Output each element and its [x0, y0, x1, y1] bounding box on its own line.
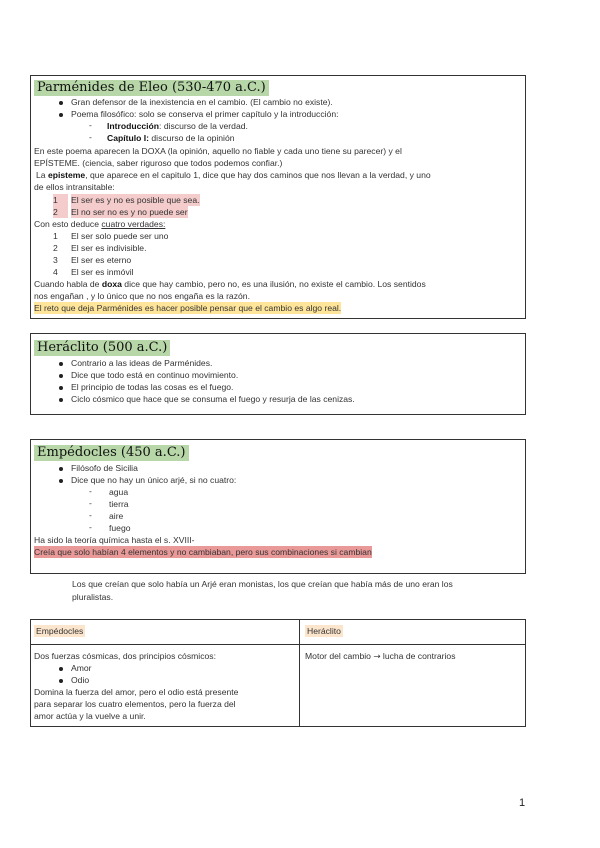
- para2-pre: La: [36, 170, 48, 180]
- empedocles-theory: Ha sido la teoría química hasta el s. XVIII-: [34, 535, 195, 545]
- empedocles-section: [30, 439, 526, 574]
- table-divider-horizontal: [31, 644, 525, 645]
- heraclito-title: Heráclito (500 a.C.): [34, 340, 170, 356]
- deduce-pre: Con esto deduce: [34, 219, 102, 229]
- parmenides-para2b: de ellos intransitable:: [34, 182, 115, 192]
- bullet-icon: [59, 667, 63, 671]
- way-number: 1: [53, 194, 68, 206]
- parmenides-para2a: [36, 169, 431, 181]
- comparison-table: [30, 619, 526, 727]
- doxa-post: dice que hay cambio, pero no, es una ilusión, no existe el cambio. Los sentidos: [121, 279, 426, 289]
- bullet-icon: [59, 101, 63, 105]
- dash-icon: -: [89, 522, 92, 532]
- parmenides-section: [30, 75, 526, 319]
- bullet-icon: [59, 362, 63, 366]
- parmenides-doxa-2: nos engañan , y lo único que no nos engaña es la razón.: [34, 291, 250, 301]
- parmenides-bullet-1: Gran defensor de la inexistencia en el cambio. (El cambio no existe).: [71, 97, 333, 107]
- dash-icon: -: [89, 120, 92, 130]
- table-header-heraclito: [305, 626, 343, 636]
- table-left-para-3: amor actúa y la vuelve a unir.: [34, 711, 146, 721]
- truth-2: El ser es indivisible.: [71, 243, 147, 253]
- bullet-icon: [59, 679, 63, 683]
- sub-1-bold: Introducción: [107, 121, 160, 131]
- table-right-text: [305, 650, 456, 663]
- parmenides-highlight: El reto que deja Parménides es hacer posible pensar que el cambio es algo real.: [34, 303, 342, 313]
- episteme-bold: episteme: [47, 170, 86, 180]
- bullet-icon: [59, 479, 63, 483]
- doxa-pre: Cuando habla de: [34, 279, 102, 289]
- bullet-icon: [59, 467, 63, 471]
- para2-post: , que aparece en el capitulo 1, dice que hay dos caminos que nos llevan a la verdad, y uno: [85, 170, 431, 180]
- parmenides-bullet-2: Poema filosófico: solo se conserva el primer capítulo y la introducción:: [71, 109, 339, 119]
- right-post: lucha de contrarios: [380, 651, 456, 661]
- element-3: aire: [109, 511, 124, 521]
- truth-4: El ser es inmóvil: [71, 267, 134, 277]
- table-header-empedocles: [34, 626, 85, 636]
- empedocles-highlight: Creía que solo habían 4 elementos y no cambiaban, pero sus combinaciones si cambian: [34, 547, 372, 557]
- right-pre: Motor del cambio: [305, 651, 374, 661]
- heraclito-bullet-1: Contrario a las ideas de Parménides.: [71, 358, 213, 368]
- arrow-right-icon: →: [373, 652, 381, 662]
- heraclito-bullet-2: Dice que todo está en continuo movimiento.: [71, 370, 239, 380]
- parmenides-sub-1: [107, 120, 248, 132]
- element-2: tierra: [109, 499, 129, 509]
- truth-number: 4: [53, 267, 58, 277]
- parmenides-title: Parménides de Eleo (530-470 a.C.): [34, 80, 269, 96]
- heraclito-bullet-4: Ciclo cósmico que hace que se consuma el fuego y resurja de las cenizas.: [71, 394, 355, 404]
- table-left-item-1: Amor: [71, 663, 92, 673]
- empedocles-title: Empédocles (450 a.C.): [34, 445, 189, 461]
- truth-1: El ser solo puede ser uno: [71, 231, 169, 241]
- empedocles-bullet-1: Filósofo de Sicilia: [71, 463, 138, 473]
- element-1: agua: [109, 487, 129, 497]
- monists-line-2: pluralistas.: [72, 592, 114, 602]
- table-left-para-2: para separar los cuatro elementos, pero la fuerza del: [34, 699, 236, 709]
- header-empedocles-text: Empédocles: [36, 626, 84, 636]
- dash-icon: -: [89, 486, 92, 496]
- doxa-bold: doxa: [101, 279, 122, 289]
- table-left-para-1: Domina la fuerza del amor, pero el odio está presente: [34, 687, 239, 697]
- heraclito-bullet-3: El principio de todas las cosas es el fuego.: [71, 382, 234, 392]
- dash-icon: -: [89, 132, 92, 142]
- deduce-underline: cuatro verdades:: [101, 219, 166, 229]
- sub-2-bold: Capítulo I:: [107, 133, 150, 143]
- table-divider-vertical: [299, 620, 300, 726]
- dash-icon: -: [89, 510, 92, 520]
- truth-number: 3: [53, 255, 58, 265]
- truth-number: 1: [53, 231, 58, 241]
- way-2: El no ser no es y no puede ser: [71, 207, 188, 217]
- empedocles-bullet-2: Dice que no hay un único arjé, si no cuatro:: [71, 475, 237, 485]
- bullet-icon: [59, 386, 63, 390]
- parmenides-sub-2: [107, 132, 235, 144]
- bullet-icon: [59, 374, 63, 378]
- table-left-intro: Dos fuerzas cósmicas, dos principios cósmicos:: [34, 651, 216, 661]
- way-1: El ser es y no es posible que sea.: [71, 195, 200, 205]
- table-left-item-2: Odio: [71, 675, 90, 685]
- truth-3: El ser es eterno: [71, 255, 132, 265]
- page-number: 1: [519, 797, 526, 809]
- bullet-icon: [59, 398, 63, 402]
- heraclito-section: [30, 333, 526, 415]
- bullet-icon: [59, 113, 63, 117]
- parmenides-deduce: [34, 218, 165, 230]
- element-4: fuego: [109, 523, 131, 533]
- sub-2-text: discurso de la opinión: [149, 133, 235, 143]
- header-heraclito-text: Heráclito: [307, 626, 341, 636]
- way-number: 2: [53, 206, 68, 218]
- monists-line-1: Los que creían que solo había un Arjé eran monistas, los que creían que había más de uno eran los: [72, 579, 453, 589]
- truth-number: 2: [53, 243, 58, 253]
- dash-icon: -: [89, 498, 92, 508]
- parmenides-doxa-1: [34, 278, 426, 290]
- parmenides-para1a: En este poema aparecen la DOXA (la opinión, aquello no fiable y cada uno tiene su parecer) y el: [34, 146, 402, 156]
- sub-1-text: : discurso de la verdad.: [159, 121, 248, 131]
- parmenides-para1b: EPÍSTEME. (ciencia, saber riguroso que todos podemos confiar.): [34, 158, 283, 168]
